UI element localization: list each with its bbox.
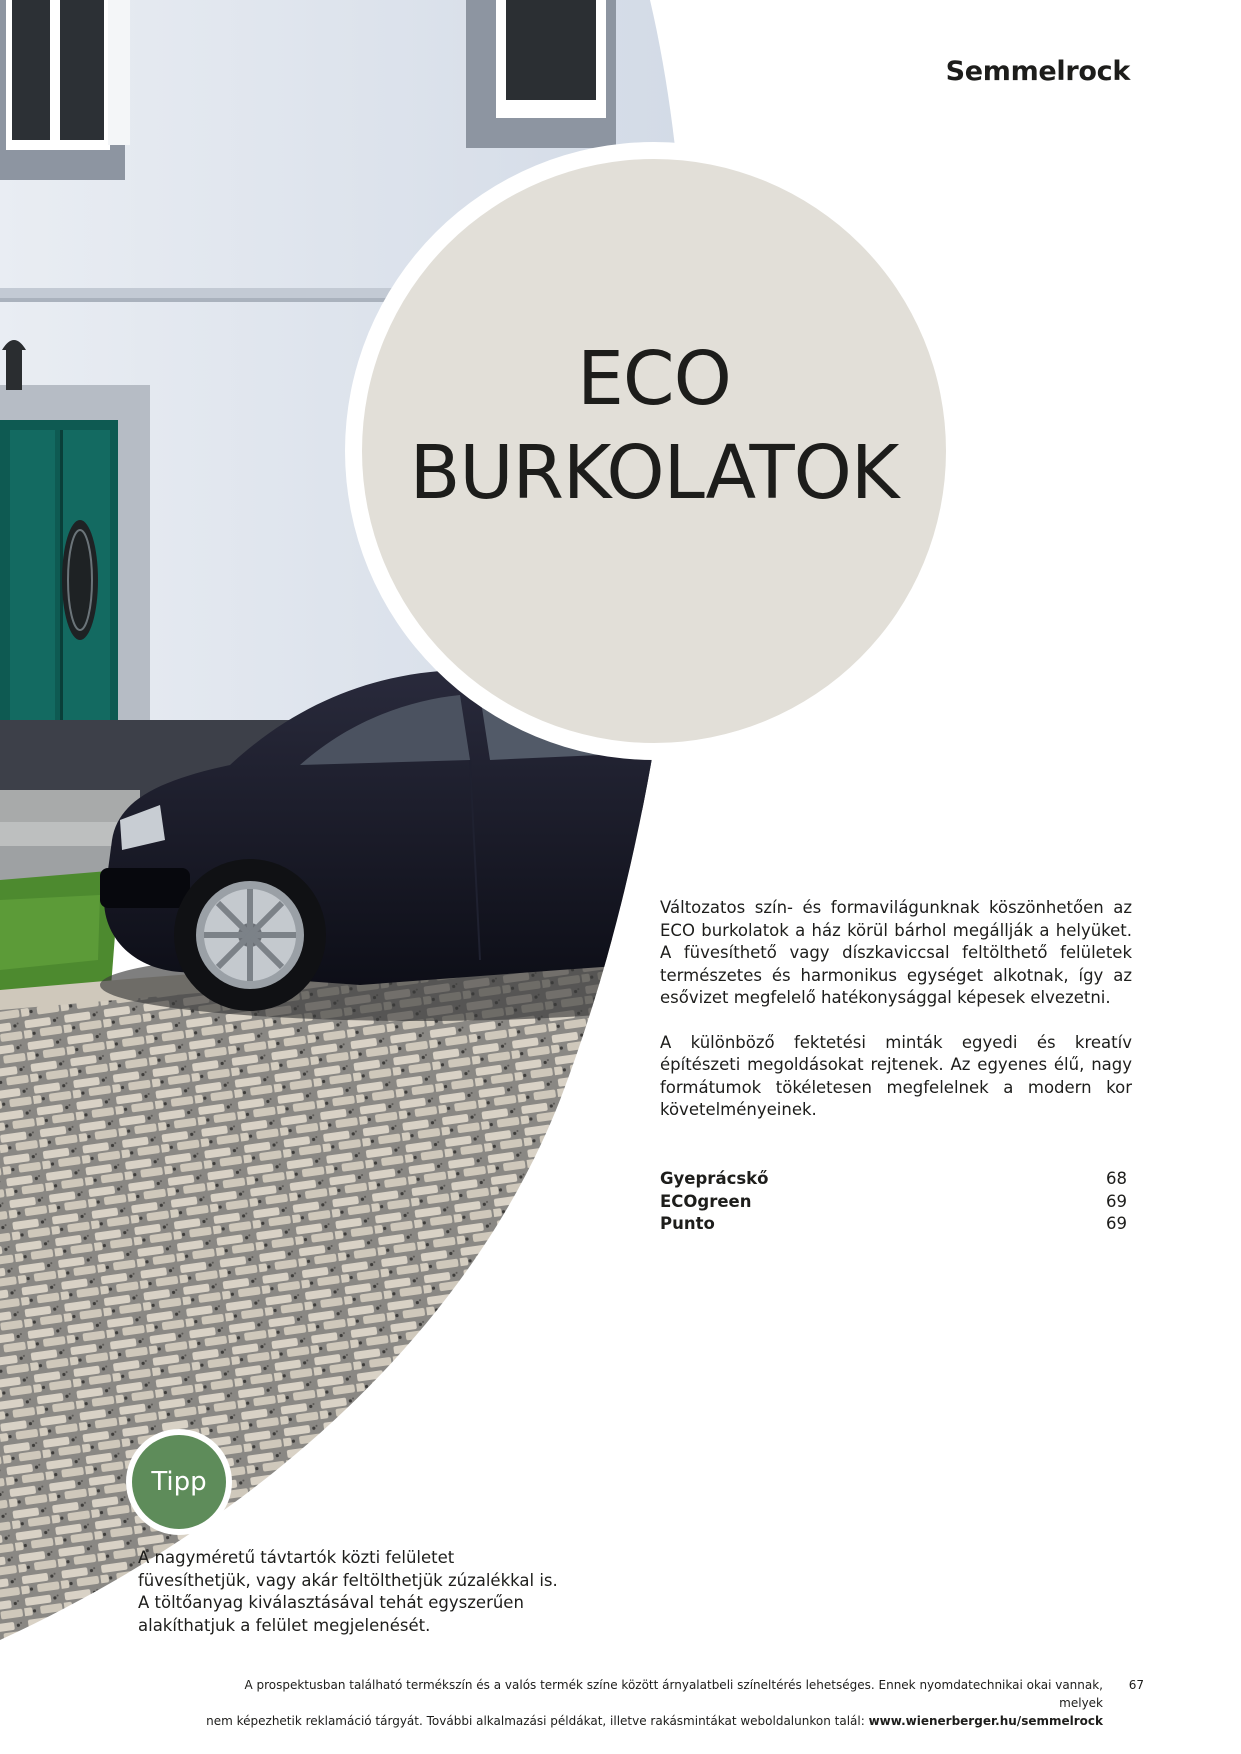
product-item[interactable]: [660, 1191, 1132, 1214]
intro-paragraph-2: A különböző fektetési minták egyedi és kreatív építészeti megoldásokat rejtenek. Az egyenes élű, nagy formátumok tökéletesen megfelelnek a modern kor követelményeinek.: [660, 1032, 1132, 1119]
footer-line-2: [203, 1712, 1103, 1730]
tip-text: A nagyméretű távtartók közti felületet füvesíthetjük, vagy akár feltölthetjük zúzalékkal is. A töltőanyag kiválasztásával tehát egyszerűen alakíthatjuk a felület megjelenését.: [138, 1548, 558, 1635]
page-title: [362, 332, 946, 520]
product-page-number: 69: [1106, 1214, 1127, 1233]
product-item[interactable]: [660, 1168, 1132, 1191]
intro-paragraph-1: Változatos szín- és formavilágunknak köszönhetően az ECO burkolatok a ház körül bárhol megállják a helyüket. A füvesíthető vagy díszkaviccsal feltölthető felületek természetes és harmonikus egységet alkotnak, így az esővizet megfelelő hatékonysággal képesek elvezetni.: [660, 898, 1132, 1007]
title-line-1: ECO: [577, 336, 731, 422]
brand-logo: Semmelrock: [945, 56, 1130, 87]
footer-line-2-text: nem képezhetik reklamáció tárgyát. További alkalmazási példákat, illetve rakásmintákat weboldalunkon talál:: [206, 1714, 865, 1728]
product-list: [660, 1168, 1132, 1236]
footer-disclaimer: [203, 1676, 1103, 1730]
product-name: Punto: [660, 1214, 715, 1233]
product-page-number: 68: [1106, 1169, 1127, 1188]
product-page-number: 69: [1106, 1191, 1127, 1211]
footer-url-link[interactable]: www.wienerberger.hu/semmelrock: [868, 1714, 1103, 1728]
product-item[interactable]: [660, 1213, 1132, 1236]
page-number: 67: [1128, 1678, 1144, 1692]
tip-badge: [132, 1435, 226, 1529]
title-line-2: BURKOLATOK: [409, 430, 899, 516]
product-name: ECOgreen: [660, 1191, 752, 1211]
intro-text: [660, 897, 1132, 1144]
footer-line-1: A prospektusban található termékszín és a valós termék színe között árnyalatbeli színeltérés lehetséges. Ennek nyomdatechnikai okai vannak, melyek: [244, 1678, 1103, 1710]
tip-label: Tipp: [151, 1467, 207, 1497]
product-name: Gyeprácskő: [660, 1169, 769, 1188]
